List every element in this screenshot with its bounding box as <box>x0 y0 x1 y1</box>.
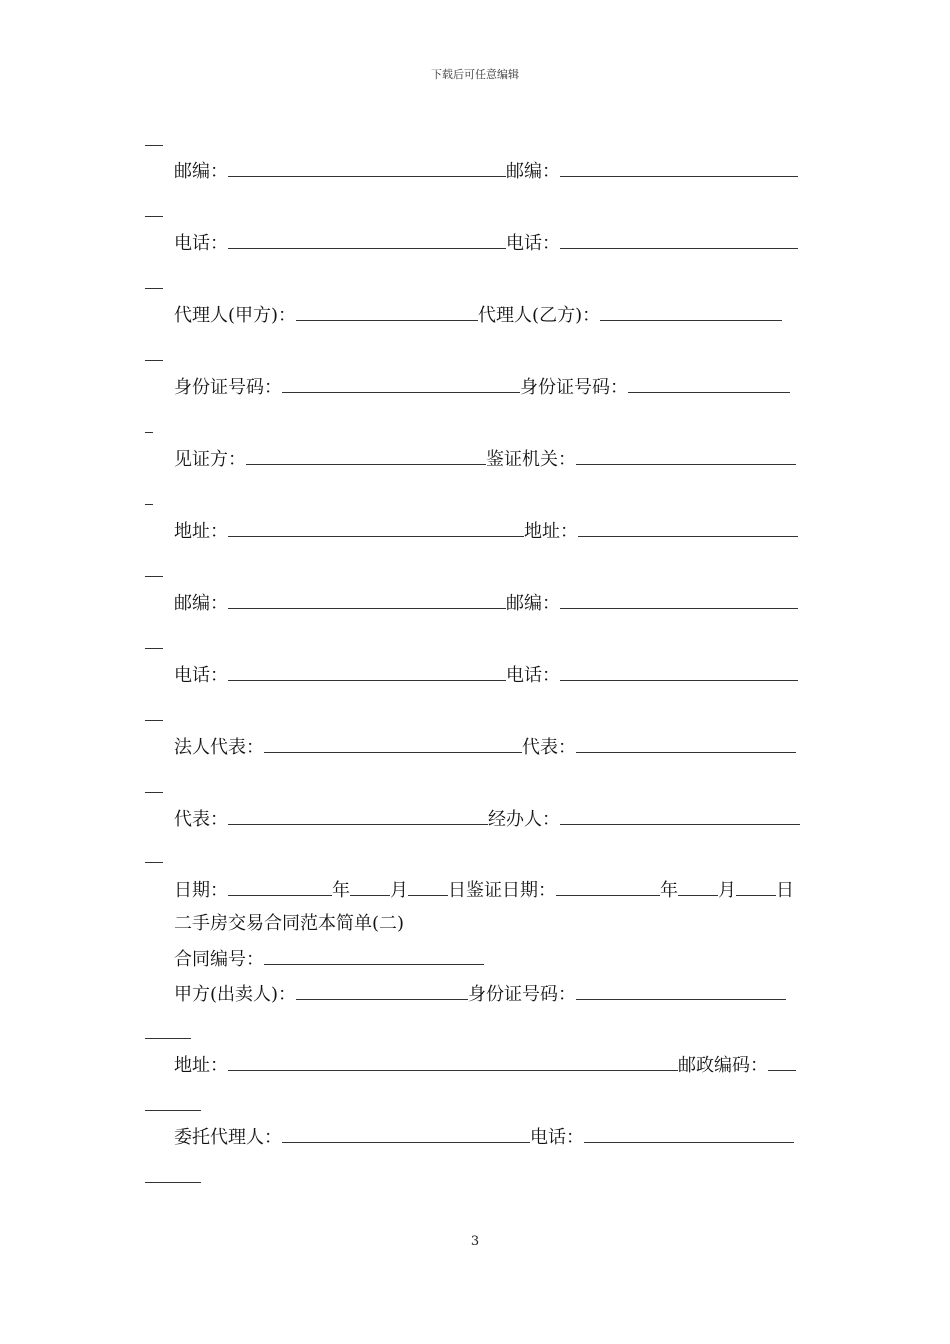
line-continuation <box>145 1182 201 1183</box>
date-row <box>174 879 794 902</box>
line-continuation <box>145 792 163 793</box>
label: 经办人： <box>488 809 560 830</box>
blank-day <box>408 879 448 896</box>
label: 电话： <box>506 665 560 686</box>
label: 甲方(出卖人)： <box>174 984 297 1005</box>
phone-row <box>174 664 798 687</box>
blank-field <box>576 983 786 1000</box>
blank-field <box>228 592 506 609</box>
blank-field <box>282 1126 530 1143</box>
blank-field <box>600 304 782 321</box>
label: 日鉴证日期： <box>448 880 556 901</box>
line-continuation <box>145 576 163 577</box>
blank-field <box>282 376 520 393</box>
blank-field <box>296 983 468 1000</box>
label: 邮编： <box>506 161 560 182</box>
label: 代理人(甲方)： <box>174 305 297 326</box>
blank-year <box>556 879 660 896</box>
label: 代理人(乙方)： <box>478 305 601 326</box>
section-title: 二手房交易合同范本简单(二) <box>174 913 405 934</box>
blank-month <box>350 879 390 896</box>
blank-field <box>560 808 800 825</box>
line-continuation <box>145 648 163 649</box>
line-continuation <box>145 504 153 505</box>
label: 地址： <box>524 521 578 542</box>
blank-field <box>560 592 798 609</box>
line-continuation <box>145 862 163 863</box>
address-row <box>174 520 798 543</box>
address-row <box>174 1054 796 1077</box>
page-header: 下载后可任意编辑 <box>431 68 519 81</box>
label: 邮编： <box>174 593 228 614</box>
blank-field <box>560 160 798 177</box>
line-continuation <box>145 145 163 146</box>
blank-field <box>228 808 488 825</box>
label: 委托代理人： <box>174 1127 282 1148</box>
blank-field <box>228 160 506 177</box>
label: 月 <box>390 880 408 901</box>
label: 电话： <box>174 665 228 686</box>
blank-field <box>228 232 506 249</box>
label: 代表： <box>522 737 576 758</box>
label: 代表： <box>174 809 228 830</box>
label: 月 <box>718 880 736 901</box>
blank-field <box>264 948 484 965</box>
label: 电话： <box>174 233 228 254</box>
blank-day <box>736 879 776 896</box>
legal-rep-row <box>174 736 796 759</box>
label: 邮编： <box>506 593 560 614</box>
label: 地址： <box>174 1055 228 1076</box>
label: 鉴证机关： <box>486 449 576 470</box>
label: 电话： <box>530 1127 584 1148</box>
blank-year <box>228 879 332 896</box>
postcode-row <box>174 592 798 615</box>
label: 电话： <box>506 233 560 254</box>
blank-field <box>560 232 798 249</box>
blank-month <box>678 879 718 896</box>
blank-field <box>228 520 524 537</box>
label: 身份证号码： <box>468 984 577 1005</box>
line-continuation <box>145 720 163 721</box>
blank-field <box>246 448 486 465</box>
blank-field <box>584 1126 794 1143</box>
label: 邮编： <box>174 161 228 182</box>
blank-field <box>628 376 790 393</box>
line-continuation <box>145 360 163 361</box>
page-number: 3 <box>470 1234 480 1249</box>
line-continuation <box>145 1110 201 1111</box>
blank-field <box>264 736 522 753</box>
blank-field <box>578 520 798 537</box>
label: 年 <box>332 880 350 901</box>
postcode-row <box>174 160 798 183</box>
line-continuation <box>145 216 163 217</box>
label: 邮政编码： <box>678 1055 768 1076</box>
witness-row <box>174 448 796 471</box>
label: 年 <box>660 880 678 901</box>
blank-field <box>228 1054 678 1071</box>
blank-field <box>228 664 506 681</box>
blank-field <box>768 1054 796 1071</box>
id-number-row <box>174 376 790 399</box>
phone-row <box>174 232 798 255</box>
line-continuation <box>145 288 163 289</box>
label: 见证方： <box>174 449 246 470</box>
agent-row <box>174 304 782 327</box>
blank-field <box>560 664 798 681</box>
label: 身份证号码： <box>520 377 628 398</box>
label: 日 <box>776 880 794 901</box>
blank-field <box>296 304 478 321</box>
representative-row <box>174 808 800 831</box>
blank-field <box>576 448 796 465</box>
label: 合同编号： <box>174 949 264 970</box>
line-continuation <box>145 1038 191 1039</box>
line-continuation <box>145 432 153 433</box>
agent-phone-row <box>174 1126 794 1149</box>
contract-number-row <box>174 948 484 971</box>
blank-field <box>576 736 796 753</box>
label: 身份证号码： <box>174 377 282 398</box>
label: 日期： <box>174 880 228 901</box>
seller-row <box>174 983 786 1006</box>
label: 地址： <box>174 521 228 542</box>
label: 法人代表： <box>174 737 264 758</box>
